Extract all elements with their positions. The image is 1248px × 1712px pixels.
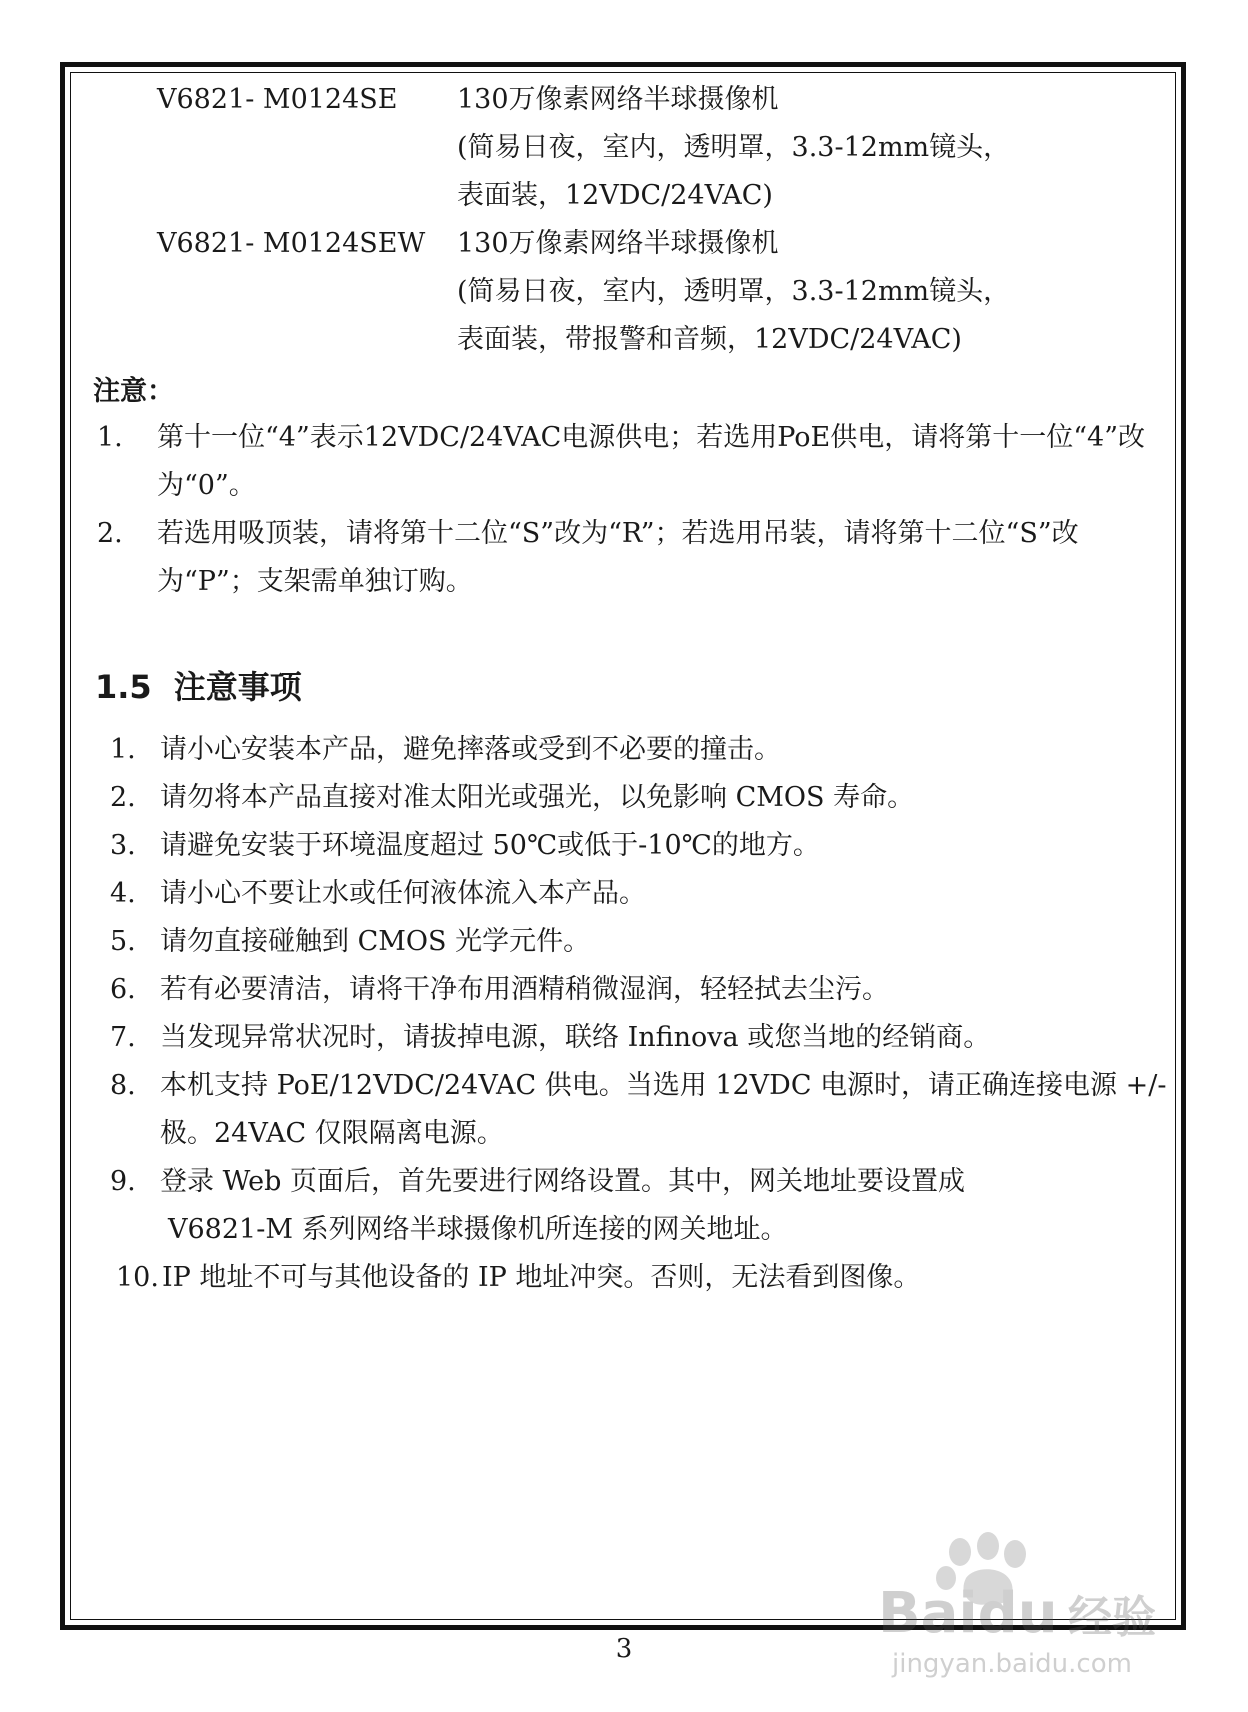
note-number: 2. xyxy=(97,518,123,549)
item-number: 2. xyxy=(110,782,136,813)
item-number: 7. xyxy=(110,1022,136,1053)
page-number: 3 xyxy=(615,1634,633,1664)
list-item xyxy=(110,1254,1172,1302)
model-desc-line: (简易日夜，室内，透明罩，3.3-12mm镜头， xyxy=(457,132,1011,163)
section-heading xyxy=(95,662,302,712)
item-text: 若有必要清洁，请将干净布用酒精稍微湿润，轻轻拭去尘污。 xyxy=(160,974,889,1005)
item-text: 当发现异常状况时，请拔掉电源，联络 Infinova 或您当地的经销商。 xyxy=(160,1022,991,1053)
note-text: 若选用吸顶装，请将第十二位“S”改为“R”；若选用吊装，请将第十二位“S”改为“P”；支架需单独订购。 xyxy=(157,518,1079,597)
watermark-url: jingyan.baidu.com xyxy=(892,1649,1132,1679)
item-number: 1. xyxy=(110,734,136,765)
section-number: 1.5 xyxy=(95,668,152,706)
model-code: V6821- M0124SE xyxy=(157,84,398,115)
model-desc-line: 表面装，12VDC/24VAC) xyxy=(457,180,773,211)
model-code: V6821- M0124SEW xyxy=(157,228,426,259)
list-item xyxy=(110,726,1172,774)
list-item xyxy=(110,822,1172,870)
item-text: 请勿将本产品直接对准太阳光或强光，以免影响 CMOS 寿命。 xyxy=(160,782,915,813)
item-text: 请小心不要让水或任何液体流入本产品。 xyxy=(160,878,646,909)
item-text: 登录 Web 页面后，首先要进行网络设置。其中，网关地址要设置成 xyxy=(160,1166,965,1197)
item-number: 5. xyxy=(110,926,136,957)
list-item xyxy=(110,870,1172,918)
item-text: 请避免安装于环境温度超过 50℃或低于-10℃的地方。 xyxy=(160,830,820,861)
item-text: V6821-M 系列网络半球摄像机所连接的网关地址。 xyxy=(168,1214,788,1245)
model-desc-line: (简易日夜，室内，透明罩，3.3-12mm镜头， xyxy=(457,276,1011,307)
note-text: 第十一位“4”表示12VDC/24VAC电源供电；若选用PoE供电，请将第十一位“4”改为“0”。 xyxy=(157,422,1146,501)
item-text: IP 地址不可与其他设备的 IP 地址冲突。否则，无法看到图像。 xyxy=(162,1262,921,1293)
list-item xyxy=(110,918,1172,966)
watermark-brand: Baidu xyxy=(878,1581,1058,1646)
item-number: 4. xyxy=(110,878,136,909)
item-text: 请勿直接碰触到 CMOS 光学元件。 xyxy=(160,926,591,957)
note-item xyxy=(97,510,1172,606)
item-number: 6. xyxy=(110,974,136,1005)
list-item xyxy=(110,1062,1172,1158)
item-number: 10. xyxy=(116,1262,159,1293)
model-desc-line: 表面装，带报警和音频，12VDC/24VAC) xyxy=(457,324,962,355)
list-item xyxy=(110,774,1172,822)
item-number: 3. xyxy=(110,830,136,861)
model-desc-line: 130万像素网络半球摄像机 xyxy=(457,84,779,115)
note-number: 1. xyxy=(97,422,123,453)
watermark-suffix: 经验 xyxy=(1068,1592,1156,1643)
note-item xyxy=(97,414,1172,510)
item-text: 本机支持 PoE/12VDC/24VAC 供电。当选用 12VDC 电源时，请正确连接电源 +/-极。24VAC 仅限隔离电源。 xyxy=(160,1070,1167,1149)
item-number: 8. xyxy=(110,1070,136,1101)
baidu-watermark-logo xyxy=(878,1532,1178,1682)
list-item xyxy=(110,1158,1172,1254)
item-text: 请小心安装本产品，避免摔落或受到不必要的撞击。 xyxy=(160,734,781,765)
notes-title: 注意： xyxy=(93,376,174,407)
model-desc-line: 130万像素网络半球摄像机 xyxy=(457,228,779,259)
section-title: 注意事项 xyxy=(173,668,302,706)
list-item xyxy=(110,1014,1172,1062)
item-number: 9. xyxy=(110,1166,136,1197)
list-item xyxy=(110,966,1172,1014)
